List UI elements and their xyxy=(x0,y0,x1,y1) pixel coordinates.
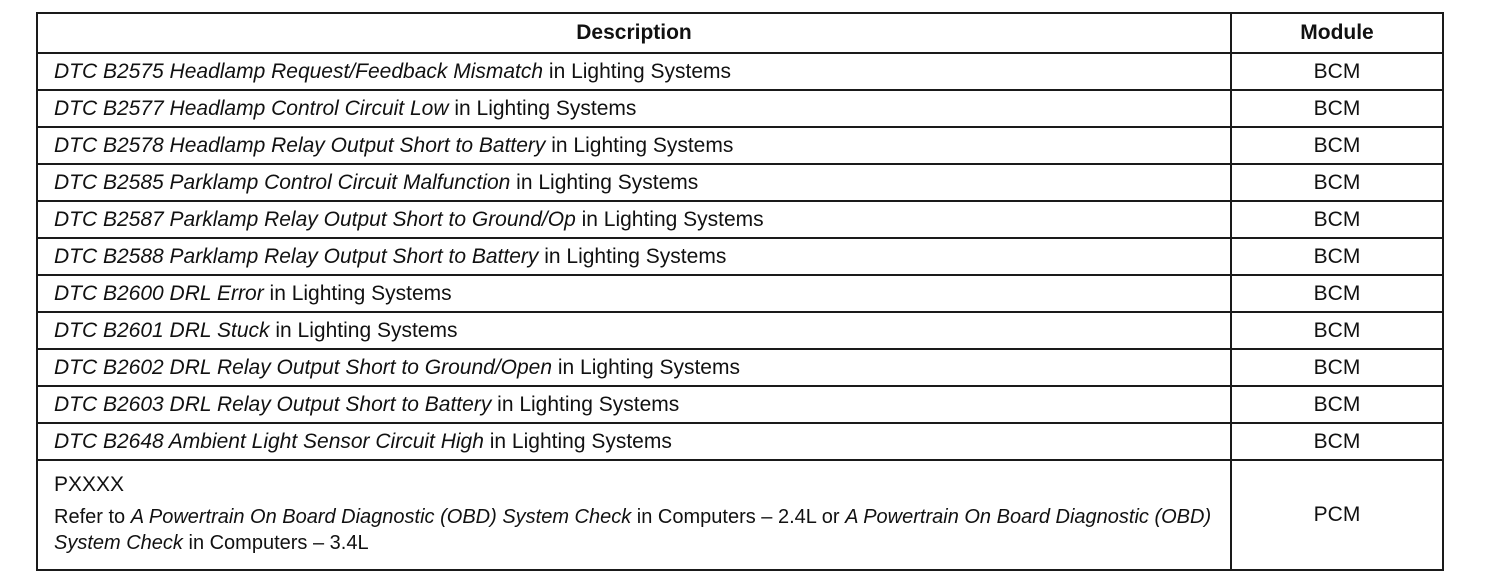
module-cell: BCM xyxy=(1231,238,1443,275)
description-cell xyxy=(37,349,1231,386)
dtc-location: in Lighting Systems xyxy=(491,392,680,416)
table-body xyxy=(37,53,1443,570)
table-row xyxy=(37,201,1443,238)
reference-link-2-4l: A Powertrain On Board Diagnostic (OBD) System Check xyxy=(130,506,632,528)
dtc-title: DTC B2601 DRL Stuck xyxy=(54,318,270,342)
module-column-header: Module xyxy=(1231,13,1443,53)
module-cell: BCM xyxy=(1231,53,1443,90)
reference-suffix: in Computers – 3.4L xyxy=(182,532,369,554)
dtc-title: DTC B2602 DRL Relay Output Short to Ground/Open xyxy=(54,355,553,379)
description-cell xyxy=(37,127,1231,164)
dtc-title: DTC B2648 Ambient Light Sensor Circuit High xyxy=(54,429,484,453)
dtc-location: in Lighting Systems xyxy=(538,244,727,268)
description-cell xyxy=(37,164,1231,201)
dtc-title: DTC B2600 DRL Error xyxy=(54,281,264,305)
dtc-location: in Lighting Systems xyxy=(269,318,458,342)
dtc-title: DTC B2575 Headlamp Request/Feedback Mismatch xyxy=(54,59,544,83)
dtc-title: DTC B2588 Parklamp Relay Output Short to Battery xyxy=(54,244,539,268)
description-cell xyxy=(37,386,1231,423)
description-cell xyxy=(37,53,1231,90)
table-row xyxy=(37,127,1443,164)
table-row xyxy=(37,53,1443,90)
description-cell xyxy=(37,275,1231,312)
dtc-title: DTC B2577 Headlamp Control Circuit Low xyxy=(54,96,449,120)
dtc-title: DTC B2585 Parklamp Control Circuit Malfunction xyxy=(54,170,511,194)
dtc-module-table xyxy=(36,12,1444,571)
description-cell xyxy=(37,90,1231,127)
reference-middle: in Computers – 2.4L or xyxy=(631,506,846,528)
module-cell: PCM xyxy=(1231,460,1443,570)
table-row xyxy=(37,275,1443,312)
reference-text xyxy=(54,504,1214,556)
table-row xyxy=(37,423,1443,460)
dtc-location: in Lighting Systems xyxy=(448,96,637,120)
module-cell: BCM xyxy=(1231,90,1443,127)
description-column-header: Description xyxy=(37,13,1231,53)
table-row xyxy=(37,349,1443,386)
dtc-location: in Lighting Systems xyxy=(545,133,734,157)
dtc-title: DTC B2578 Headlamp Relay Output Short to Battery xyxy=(54,133,546,157)
table-row xyxy=(37,90,1443,127)
dtc-location: in Lighting Systems xyxy=(552,355,740,379)
dtc-title: DTC B2587 Parklamp Relay Output Short to Ground/Op xyxy=(54,207,576,231)
module-cell: BCM xyxy=(1231,423,1443,460)
module-cell: BCM xyxy=(1231,164,1443,201)
description-cell xyxy=(37,423,1231,460)
module-cell: BCM xyxy=(1231,201,1443,238)
table-row xyxy=(37,386,1443,423)
dtc-location: in Lighting Systems xyxy=(510,170,699,194)
module-cell: BCM xyxy=(1231,312,1443,349)
description-cell xyxy=(37,460,1231,570)
module-cell: BCM xyxy=(1231,127,1443,164)
table-row xyxy=(37,164,1443,201)
dtc-location: in Lighting Systems xyxy=(483,429,672,453)
module-cell: BCM xyxy=(1231,349,1443,386)
table-row-powertrain xyxy=(37,460,1443,570)
dtc-location: in Lighting Systems xyxy=(543,59,731,83)
description-cell xyxy=(37,238,1231,275)
reference-link-3-4l: A Powertrain On Board Diagnostic (OBD) System Check xyxy=(54,506,1212,554)
table-header-row xyxy=(37,13,1443,53)
module-cell: BCM xyxy=(1231,275,1443,312)
description-cell xyxy=(37,201,1231,238)
reference-prefix: Refer to xyxy=(54,506,131,528)
dtc-location: in Lighting Systems xyxy=(263,281,452,305)
dtc-title: DTC B2603 DRL Relay Output Short to Battery xyxy=(54,392,492,416)
module-cell: BCM xyxy=(1231,386,1443,423)
description-cell xyxy=(37,312,1231,349)
dtc-code: PXXXX xyxy=(54,473,125,496)
dtc-location: in Lighting Systems xyxy=(575,207,764,231)
table-row xyxy=(37,238,1443,275)
table-row xyxy=(37,312,1443,349)
